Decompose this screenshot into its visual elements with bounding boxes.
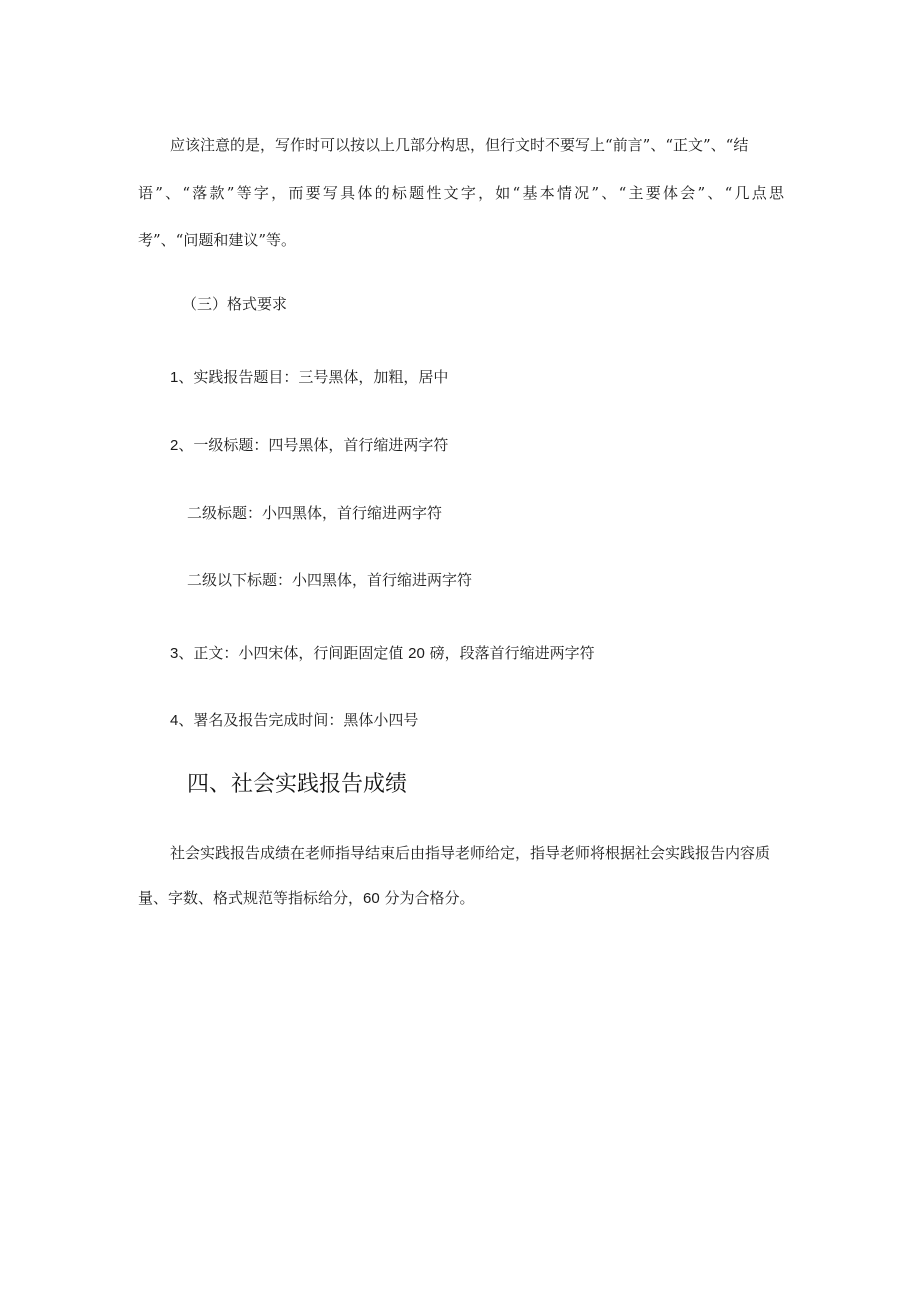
paragraph-1-line-1: 应该注意的是，写作时可以按以上几部分构思，但行文时不要写上“前言”、“正文”、“结 (170, 136, 749, 154)
format-item-3 (170, 643, 595, 664)
format-item-2-number: 2 (170, 437, 179, 454)
format-item-1-text: 、实践报告题目：三号黑体，加粗，居中 (178, 368, 449, 386)
format-item-1-number: 1 (170, 369, 179, 386)
format-item-2-sub-1: 二级标题：小四黑体，首行缩进两字符 (187, 504, 443, 522)
format-item-2-text: 、一级标题：四号黑体，首行缩进两字符 (178, 436, 449, 454)
paragraph-1-line-2: 语”、“落款”等字，而要写具体的标题性文字，如“基本情况”、“主要体会”、“几点思 (138, 184, 784, 202)
format-item-1 (170, 367, 448, 388)
paragraph-2-line-2 (138, 888, 474, 909)
section-4-heading: 四、社会实践报告成绩 (187, 772, 408, 797)
paragraph-2-line-2-value: 60 (363, 890, 380, 907)
paragraph-2-line-2-text-b: 分为合格分。 (379, 889, 475, 907)
format-item-4 (170, 710, 418, 731)
format-item-3-text-a: 、正文：小四宋体，行间距固定值 (178, 644, 409, 662)
format-item-2-sub-2: 二级以下标题：小四黑体，首行缩进两字符 (187, 571, 473, 589)
format-item-4-text: 、署名及报告完成时间：黑体小四号 (178, 711, 419, 729)
format-item-3-text-b: 磅，段落首行缩进两字符 (424, 644, 595, 662)
format-item-3-value: 20 (408, 645, 425, 662)
format-item-2 (170, 435, 448, 456)
section-3-heading: （三）格式要求 (182, 295, 288, 313)
paragraph-2-line-1: 社会实践报告成绩在老师指导结束后由指导老师给定，指导老师将根据社会实践报告内容质 (170, 844, 771, 862)
paragraph-2-line-2-text-a: 量、字数、格式规范等指标给分， (138, 889, 364, 907)
format-item-4-number: 4 (170, 712, 179, 729)
paragraph-1-line-3: 考”、“问题和建议”等。 (138, 231, 297, 249)
format-item-3-number: 3 (170, 645, 179, 662)
